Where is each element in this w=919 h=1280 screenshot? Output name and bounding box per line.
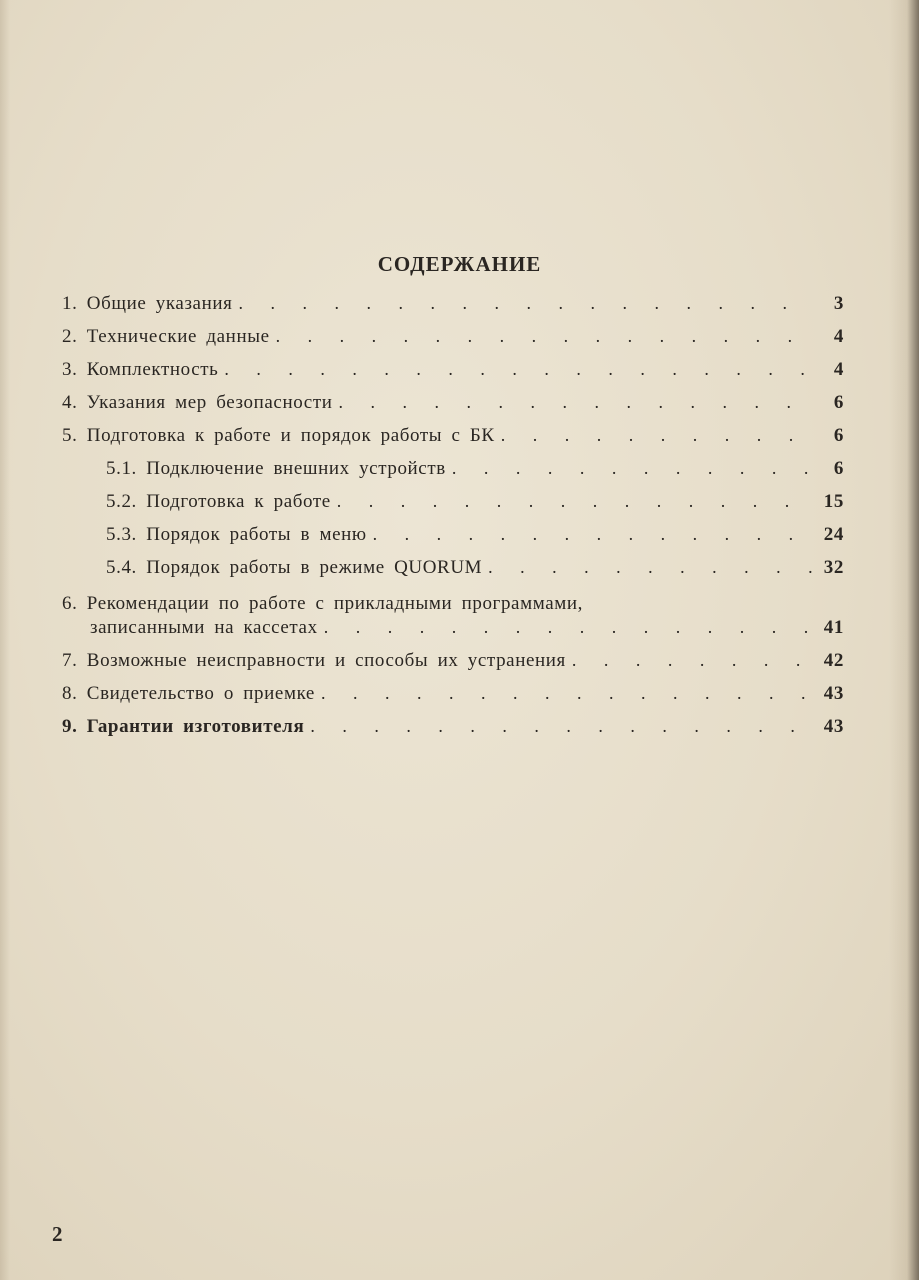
paper-left-edge: [0, 0, 10, 1280]
toc-entry-page: 43: [823, 716, 844, 737]
leader-dots: [321, 683, 814, 704]
toc-entry-text: 2. Технические данные: [62, 326, 270, 347]
toc-entry-page: 42: [823, 650, 844, 671]
toc-entry-text: 5. Подготовка к работе и порядок работы с БК: [62, 425, 495, 446]
toc-entry-1: [62, 293, 844, 321]
toc-entry-page: 6: [833, 458, 844, 479]
toc-entry-text: 5.2. Подготовка к работе: [106, 491, 331, 512]
toc-entry-text: 5.3. Порядок работы в меню: [106, 524, 367, 545]
toc-entry-text: 9. Гарантии изготовителя: [62, 716, 305, 737]
toc-entry-5: [62, 425, 844, 453]
toc-entry-text: 4. Указания мер безопасности: [62, 392, 333, 413]
toc-entry-page: 41: [823, 617, 844, 638]
toc-entry-5-2: [106, 491, 844, 519]
toc-entry-4: [62, 392, 844, 420]
leader-dots: [324, 617, 814, 638]
toc-entry-text: 3. Комплектность: [62, 359, 219, 380]
toc-entry-text: 5.4. Порядок работы в режиме QUORUM: [106, 557, 483, 578]
toc-entry-8: [62, 683, 844, 711]
leader-dots: [337, 491, 814, 512]
page-number: 2: [52, 1222, 63, 1246]
toc-entry-6-line1: 6. Рекомендации по работе с прикладными программами,: [62, 593, 583, 614]
leader-dots: [338, 392, 814, 413]
toc-entry-5-3: [106, 524, 844, 552]
toc-entry-page: 4: [833, 326, 844, 347]
toc-entry-9: [62, 716, 844, 744]
toc-entry-7: [62, 650, 844, 678]
toc-entry-text: 1. Общие указания: [62, 293, 233, 314]
toc-entry-page: 15: [823, 491, 844, 512]
toc-entry-page: 4: [833, 359, 844, 380]
paper-right-edge: [889, 0, 919, 1280]
leader-dots: [310, 716, 814, 737]
leader-dots: [276, 326, 814, 347]
leader-dots: [238, 293, 814, 314]
toc-entry-text: 8. Свидетельство о приемке: [62, 683, 315, 704]
toc-entry-page: 43: [823, 683, 844, 704]
toc-entry-page: 24: [823, 524, 844, 545]
page-title: СОДЕРЖАНИЕ: [377, 252, 542, 276]
toc-entry-text: записанными на кассетах: [90, 617, 318, 638]
leader-dots: [224, 359, 814, 380]
leader-dots: [572, 650, 814, 671]
toc-entry-5-1: [106, 458, 844, 486]
toc-entry-page: 6: [833, 425, 844, 446]
toc-entry-page: 3: [833, 293, 844, 314]
toc-entry-text: 5.1. Подключение внешних устройств: [106, 458, 446, 479]
leader-dots: [501, 425, 814, 446]
toc-entry-2: [62, 326, 844, 354]
toc-entry-page: 32: [823, 557, 844, 578]
leader-dots: [373, 524, 814, 545]
toc-entry-5-4: [106, 557, 844, 585]
leader-dots: [488, 557, 814, 578]
toc-entry-6: [90, 617, 844, 645]
toc-entry-3: [62, 359, 844, 387]
toc-entry-page: 6: [833, 392, 844, 413]
leader-dots: [452, 458, 814, 479]
toc-entry-text: 7. Возможные неисправности и способы их устранения: [62, 650, 566, 671]
